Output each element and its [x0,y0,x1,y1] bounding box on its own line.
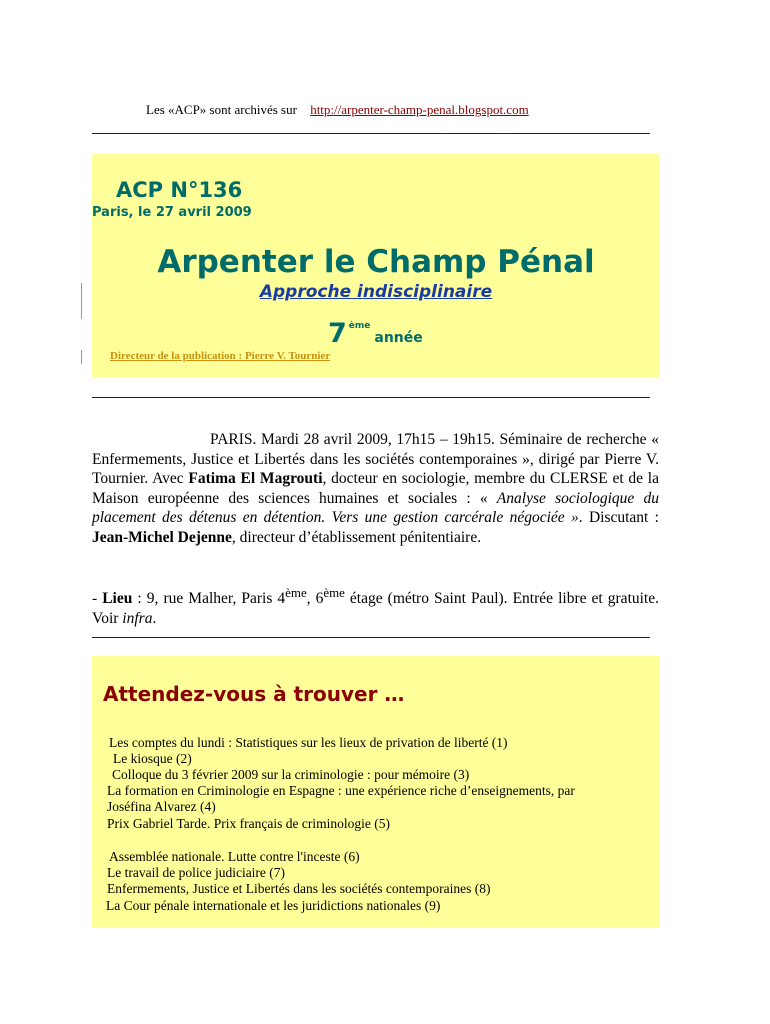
contents-item: Colloque du 3 février 2009 sur la criminologie : pour mémoire (3) [112,767,470,782]
seminar-paragraph [92,430,659,547]
year-number: 7 [328,318,347,349]
discussant-name: Jean-Michel Dejenne [92,528,232,546]
separator-rule [92,637,650,638]
margin-mark [81,283,82,319]
issue-number: ACP N°136 [116,178,243,202]
contents-item: La Cour pénale internationale et les juridictions nationales (9) [106,898,441,913]
page-subtitle: Approche indisciplinaire [259,282,493,302]
seminar-text: . Discutant : [578,509,659,526]
venue-label: Lieu [102,590,133,608]
separator-rule [92,397,650,398]
ordinal-suffix: ème [285,585,307,600]
contents-item: Assemblée nationale. Lutte contre l'inceste (6) [109,849,360,864]
publication-year [328,318,423,349]
contents-item: Le travail de police judiciaire (7) [107,865,286,880]
page-title: Arpenter le Champ Pénal [157,244,595,280]
archive-text: Les «ACP» sont archivés sur [146,102,297,117]
contents-item: Prix Gabriel Tarde. Prix français de criminologie (5) [107,816,390,831]
seminar-text: PARIS. Mardi 28 avril 2009, 17h15 – 19h15. Séminaire de recherche « Enfermements, Justice et Libertés dans les sociétés contemporaines », dirigé par Pierre V. Tournier. Avec [92,431,659,487]
seminar-text: , directeur d’établissement pénitentiaire. [231,528,482,546]
contents-item: Les comptes du lundi : Statistiques sur les lieux de privation de liberté (1) [109,735,508,750]
venue-paragraph [92,583,659,628]
contents-box [92,656,660,928]
year-suffix: ème [348,321,371,331]
separator-rule [92,133,650,134]
infra-ref: infra [122,609,153,627]
contents-title: Attendez-vous à trouver … [103,682,405,706]
contents-item: La formation en Criminologie en Espagne : une expérience riche d’enseignements, par [107,783,575,798]
venue-dash: - [92,590,103,608]
venue-text: , 6 [306,590,324,608]
speaker-name: Fatima El Magrouti [188,470,323,487]
archive-notice [146,102,529,118]
contents-item: Enfermements, Justice et Libertés dans les sociétés contemporaines (8) [107,881,491,896]
talk-title: Analyse sociologique du placement des détenus en détention. Vers une gestion carcérale négociée » [92,489,659,526]
director-link[interactable]: Directeur de la publication : Pierre V. Tournier [110,350,331,362]
seminar-text: , docteur en sociologie, membre du CLERSE et de la Maison européenne des sciences humaines et sociales : « [92,470,659,507]
venue-text: : 9, rue Malher, Paris 4 [132,590,286,608]
margin-mark [81,350,82,364]
contents-item: Le kiosque (2) [113,751,192,766]
year-word: année [374,330,423,346]
contents-item: Joséfina Alvarez (4) [107,799,216,814]
venue-text: étage (métro Saint Paul). Entrée libre et gratuite. Voir [92,590,659,627]
issue-date: Paris, le 27 avril 2009 [92,205,252,220]
ordinal-suffix: ème [323,585,345,600]
venue-text: . [152,609,157,627]
archive-link[interactable]: http://arpenter-champ-penal.blogspot.com [310,102,529,117]
header-box [92,154,660,378]
